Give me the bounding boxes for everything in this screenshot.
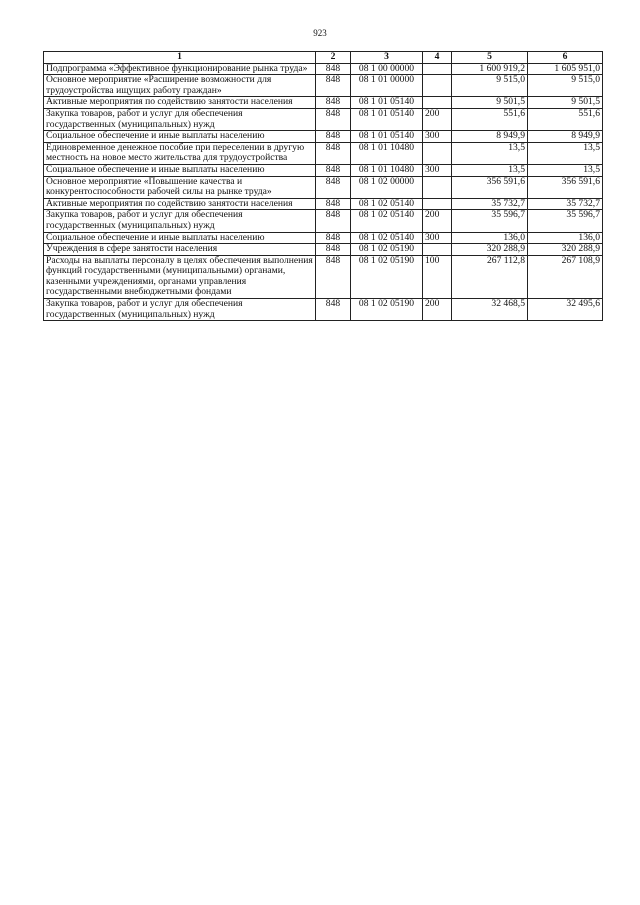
row-amount-col6-cell: 320 288,9	[528, 244, 603, 256]
row-expense-type-cell	[423, 97, 452, 109]
row-name-cell: Закупка товаров, работ и услуг для обеспечения государственных (муниципальных) нужд	[44, 108, 316, 130]
row-name-cell: Социальное обеспечение и иные выплаты населению	[44, 131, 316, 143]
table-row	[44, 198, 603, 210]
table-row	[44, 255, 603, 298]
row-amount-col6-cell: 136,0	[528, 232, 603, 244]
column-header: 1	[44, 52, 316, 64]
row-target-code-cell: 08 1 02 00000	[351, 176, 423, 198]
row-target-code-cell: 08 1 01 10480	[351, 142, 423, 164]
column-header: 6	[528, 52, 603, 64]
table-row	[44, 108, 603, 130]
table-row	[44, 232, 603, 244]
row-name-cell: Активные мероприятия по содействию занятости населения	[44, 198, 316, 210]
row-name-cell: Социальное обеспечение и иные выплаты населению	[44, 164, 316, 176]
row-amount-col5-cell: 320 288,9	[452, 244, 528, 256]
row-target-code-cell: 08 1 01 05140	[351, 131, 423, 143]
table-row	[44, 142, 603, 164]
row-amount-col6-cell: 8 949,9	[528, 131, 603, 143]
row-name-cell: Основное мероприятие «Повышение качества и конкурентоспособности рабочей силы на рынке труда»	[44, 176, 316, 198]
row-name-cell: Учреждения в сфере занятости населения	[44, 244, 316, 256]
row-admin-code-cell: 848	[316, 255, 351, 298]
row-amount-col5-cell: 8 949,9	[452, 131, 528, 143]
row-amount-col6-cell: 356 591,6	[528, 176, 603, 198]
column-header: 2	[316, 52, 351, 64]
row-admin-code-cell: 848	[316, 142, 351, 164]
row-expense-type-cell: 100	[423, 255, 452, 298]
row-target-code-cell: 08 1 00 00000	[351, 63, 423, 75]
row-amount-col5-cell: 551,6	[452, 108, 528, 130]
row-admin-code-cell: 848	[316, 63, 351, 75]
row-name-cell: Социальное обеспечение и иные выплаты населению	[44, 232, 316, 244]
row-name-cell: Закупка товаров, работ и услуг для обеспечения государственных (муниципальных) нужд	[44, 299, 316, 321]
row-amount-col5-cell: 35 596,7	[452, 210, 528, 232]
row-target-code-cell: 08 1 02 05140	[351, 232, 423, 244]
column-header: 3	[351, 52, 423, 64]
row-amount-col6-cell: 9 501,5	[528, 97, 603, 109]
row-name-cell: Основное мероприятие «Расширение возможности для трудоустройства ищущих работу граждан»	[44, 75, 316, 97]
row-amount-col6-cell: 13,5	[528, 142, 603, 164]
row-expense-type-cell: 300	[423, 232, 452, 244]
row-target-code-cell: 08 1 02 05190	[351, 299, 423, 321]
table-row	[44, 244, 603, 256]
table-body	[44, 63, 603, 321]
table-row	[44, 75, 603, 97]
row-expense-type-cell: 200	[423, 299, 452, 321]
row-admin-code-cell: 848	[316, 299, 351, 321]
row-admin-code-cell: 848	[316, 108, 351, 130]
row-name-cell: Закупка товаров, работ и услуг для обеспечения государственных (муниципальных) нужд	[44, 210, 316, 232]
row-amount-col6-cell: 13,5	[528, 164, 603, 176]
row-target-code-cell: 08 1 01 10480	[351, 164, 423, 176]
row-amount-col5-cell: 356 591,6	[452, 176, 528, 198]
row-target-code-cell: 08 1 02 05140	[351, 210, 423, 232]
row-admin-code-cell: 848	[316, 164, 351, 176]
row-amount-col6-cell: 35 732,7	[528, 198, 603, 210]
page-number: 923	[313, 28, 327, 38]
budget-table	[43, 51, 603, 321]
row-amount-col5-cell: 32 468,5	[452, 299, 528, 321]
row-admin-code-cell: 848	[316, 232, 351, 244]
row-expense-type-cell: 300	[423, 131, 452, 143]
row-amount-col6-cell: 1 605 951,0	[528, 63, 603, 75]
row-amount-col5-cell: 136,0	[452, 232, 528, 244]
row-target-code-cell: 08 1 01 05140	[351, 97, 423, 109]
row-admin-code-cell: 848	[316, 210, 351, 232]
table-row	[44, 210, 603, 232]
row-name-cell: Активные мероприятия по содействию занятости населения	[44, 97, 316, 109]
row-amount-col5-cell: 267 112,8	[452, 255, 528, 298]
row-amount-col5-cell: 9 501,5	[452, 97, 528, 109]
row-amount-col6-cell: 35 596,7	[528, 210, 603, 232]
row-target-code-cell: 08 1 02 05190	[351, 244, 423, 256]
row-admin-code-cell: 848	[316, 244, 351, 256]
row-amount-col6-cell: 9 515,0	[528, 75, 603, 97]
row-expense-type-cell	[423, 75, 452, 97]
row-expense-type-cell	[423, 142, 452, 164]
row-amount-col6-cell: 32 495,6	[528, 299, 603, 321]
row-amount-col6-cell: 551,6	[528, 108, 603, 130]
table-header-row	[44, 52, 603, 64]
row-target-code-cell: 08 1 01 05140	[351, 108, 423, 130]
column-header: 5	[452, 52, 528, 64]
table-row	[44, 131, 603, 143]
table-row	[44, 164, 603, 176]
row-target-code-cell: 08 1 02 05140	[351, 198, 423, 210]
table-row	[44, 299, 603, 321]
table-row	[44, 63, 603, 75]
row-target-code-cell: 08 1 01 00000	[351, 75, 423, 97]
row-admin-code-cell: 848	[316, 97, 351, 109]
row-expense-type-cell: 200	[423, 108, 452, 130]
row-expense-type-cell	[423, 63, 452, 75]
row-amount-col5-cell: 1 600 919,2	[452, 63, 528, 75]
table-row	[44, 176, 603, 198]
row-amount-col5-cell: 13,5	[452, 164, 528, 176]
row-expense-type-cell	[423, 198, 452, 210]
row-expense-type-cell	[423, 244, 452, 256]
row-name-cell: Расходы на выплаты персоналу в целях обеспечения выполнения функций государственными (муниципальными) органами, казенными учреждениями, органами управления государственными внебюджетными фондами	[44, 255, 316, 298]
row-admin-code-cell: 848	[316, 198, 351, 210]
row-amount-col5-cell: 9 515,0	[452, 75, 528, 97]
row-admin-code-cell: 848	[316, 131, 351, 143]
row-amount-col5-cell: 13,5	[452, 142, 528, 164]
row-amount-col5-cell: 35 732,7	[452, 198, 528, 210]
row-amount-col6-cell: 267 108,9	[528, 255, 603, 298]
row-admin-code-cell: 848	[316, 75, 351, 97]
column-header: 4	[423, 52, 452, 64]
row-expense-type-cell	[423, 176, 452, 198]
row-target-code-cell: 08 1 02 05190	[351, 255, 423, 298]
row-admin-code-cell: 848	[316, 176, 351, 198]
row-expense-type-cell: 300	[423, 164, 452, 176]
row-name-cell: Подпрограмма «Эффективное функционирование рынка труда»	[44, 63, 316, 75]
table-row	[44, 97, 603, 109]
row-expense-type-cell: 200	[423, 210, 452, 232]
row-name-cell: Единовременное денежное пособие при переселении в другую местность на новое место жительства для трудоустройства	[44, 142, 316, 164]
